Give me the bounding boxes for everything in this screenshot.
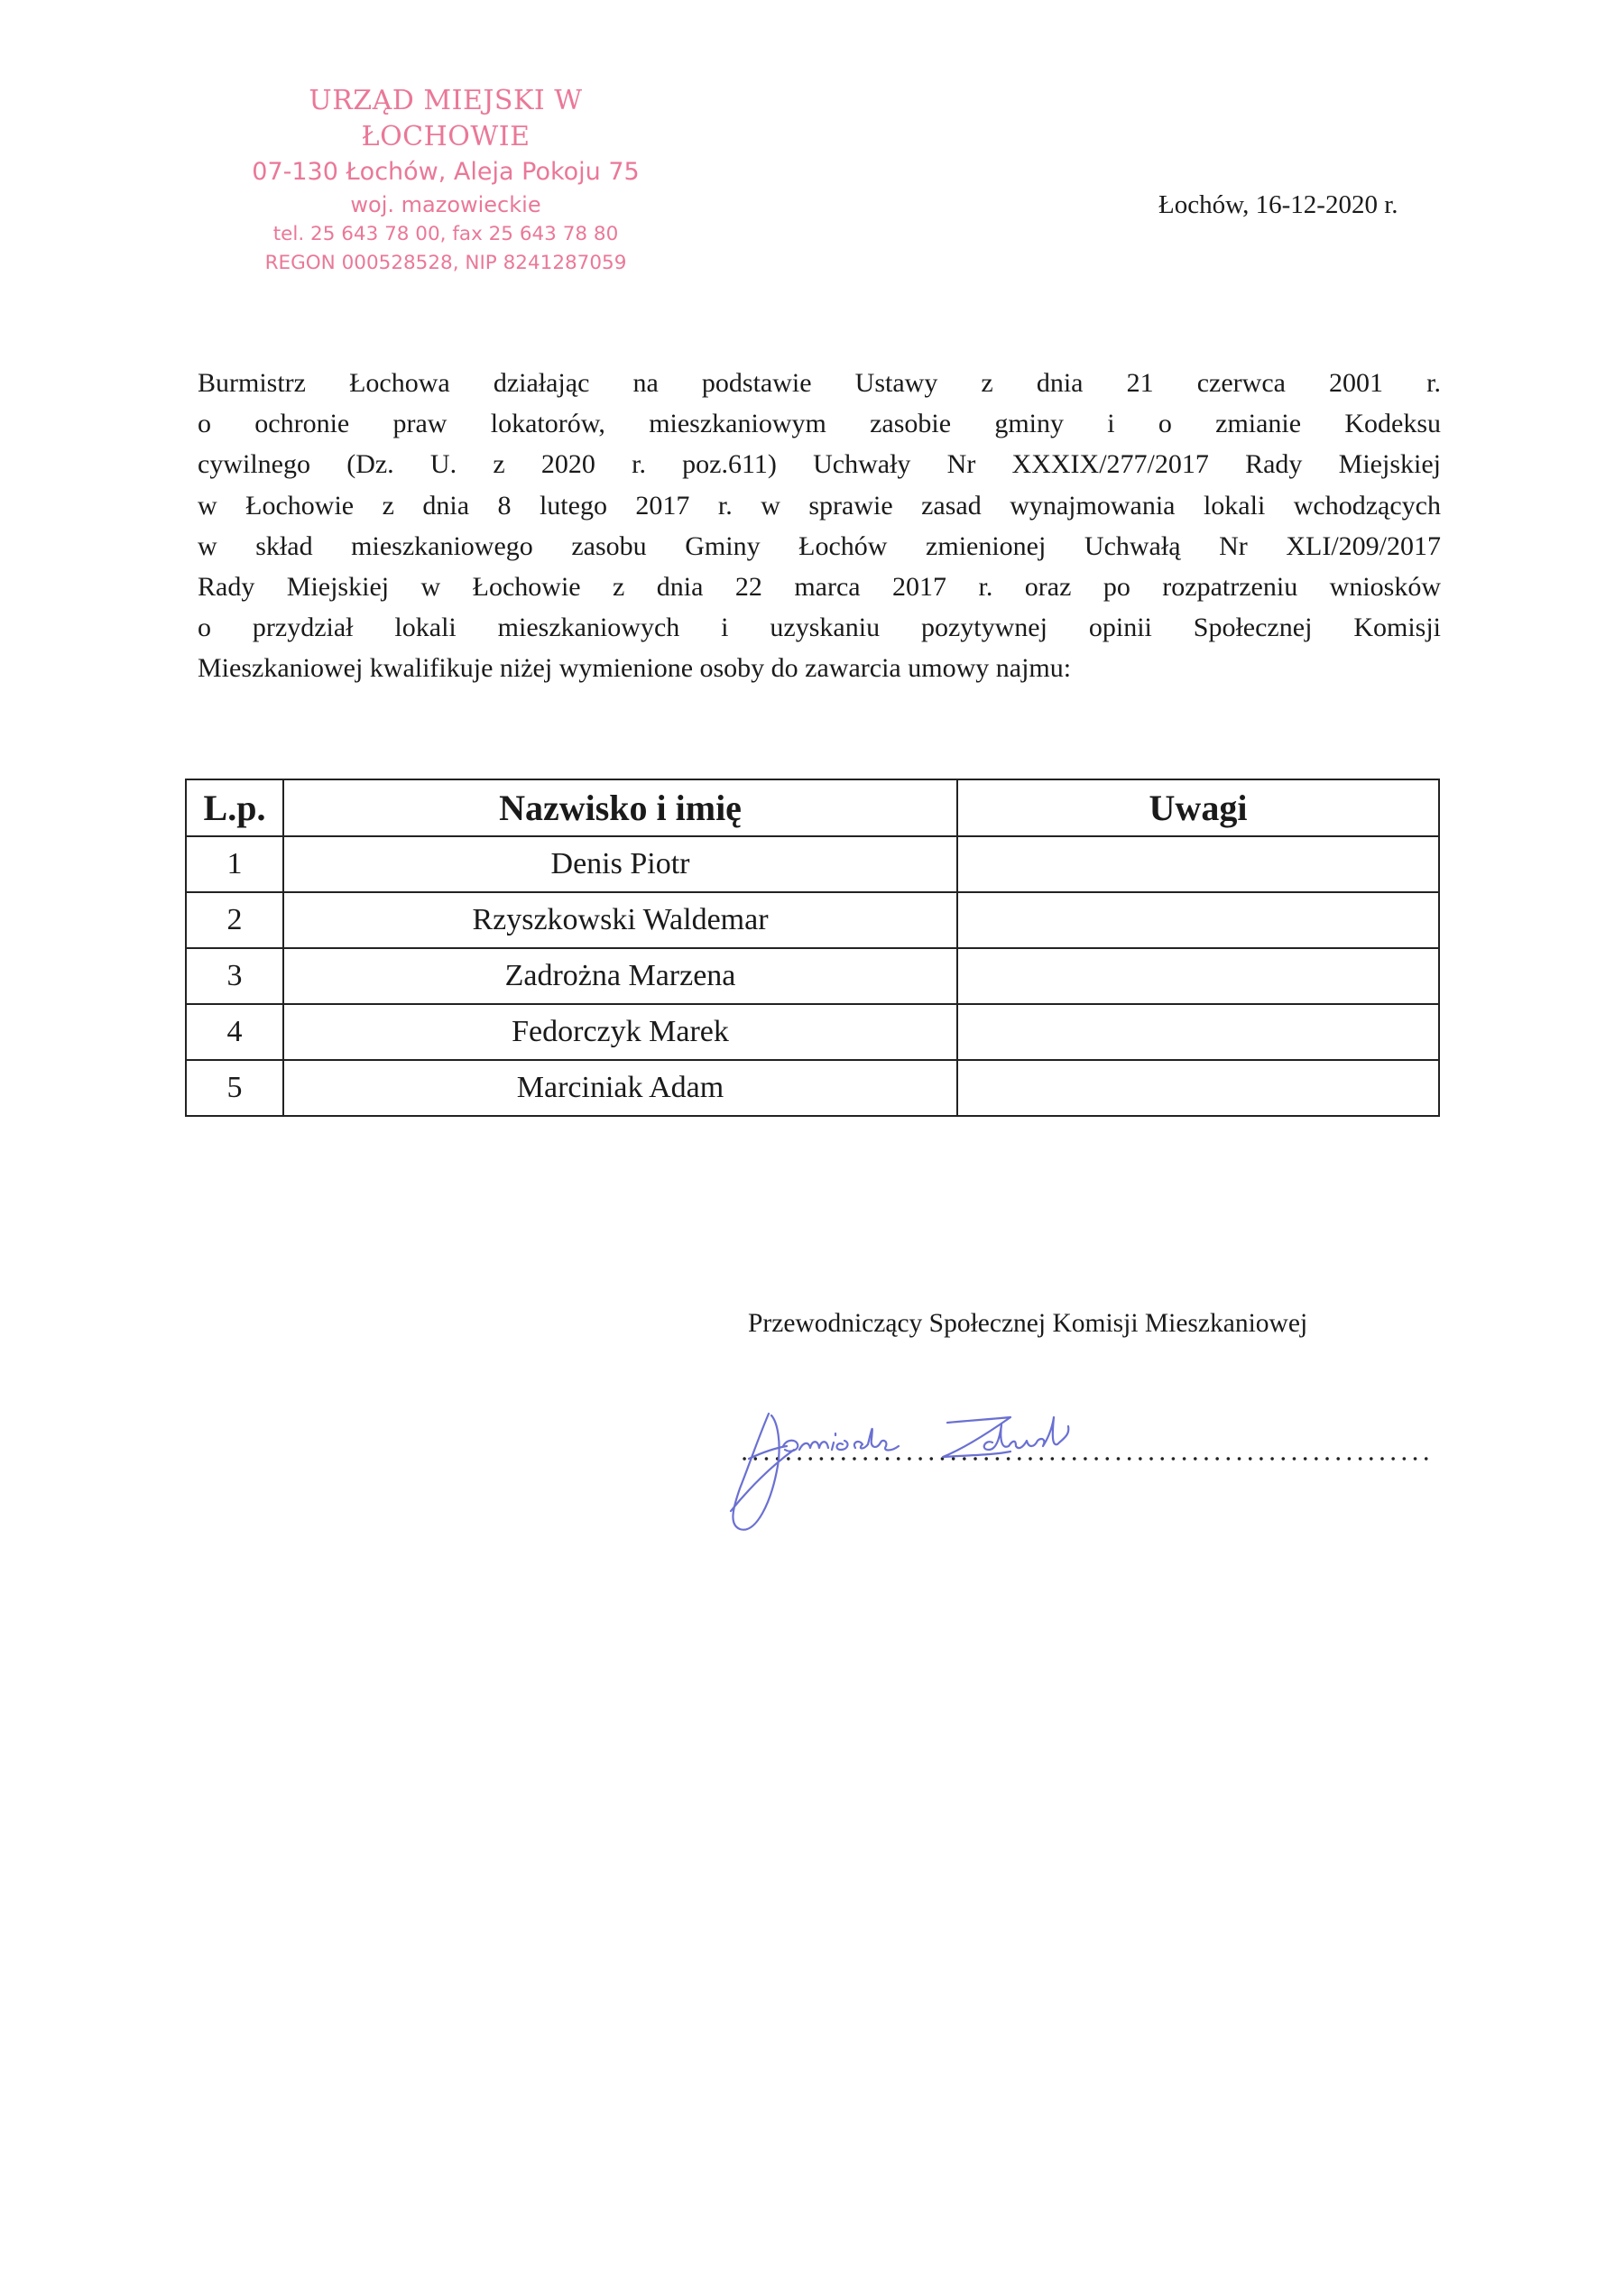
office-stamp xyxy=(222,83,669,278)
body-line: w skład mieszkaniowego zasobu Gminy Łochów zmienionej Uchwałą Nr XLI/209/2017 xyxy=(198,530,1441,561)
cell-name: Zadrożna Marzena xyxy=(283,948,957,1004)
cell-notes xyxy=(957,1060,1439,1116)
body-line: Mieszkaniowej kwalifikuje niżej wymienione osoby do zawarcia umowy najmu: xyxy=(198,653,1072,684)
signature-stroke xyxy=(731,1450,794,1511)
document-date: Łochów, 16-12-2020 r. xyxy=(1158,190,1398,219)
stamp-address: 07-130 Łochów, Aleja Pokoju 75 xyxy=(252,158,640,186)
table-row xyxy=(186,836,1439,892)
stamp-regon-nip: REGON 000528528, NIP 8241287059 xyxy=(264,252,627,274)
signature-stroke xyxy=(984,1417,1069,1450)
body-paragraph xyxy=(198,363,1441,689)
body-line: Rady Miejskiej w Łochowie z dnia 22 marca 2017 r. oraz po rozpatrzeniu wniosków xyxy=(198,572,1441,603)
column-header-name: Nazwisko i imię xyxy=(283,779,957,836)
cell-notes xyxy=(957,1004,1439,1060)
cell-name: Rzyszkowski Waldemar xyxy=(283,892,957,948)
tenant-table xyxy=(185,779,1440,1117)
body-line: w Łochowie z dnia 8 lutego 2017 r. w sprawie zasad wynajmowania lokali wchodzących xyxy=(198,490,1441,521)
handwritten-signature xyxy=(722,1403,1245,1538)
body-line: o ochronie praw lokatorów, mieszkaniowym zasobie gminy i o zmianie Kodeksu xyxy=(198,409,1441,439)
body-line: Burmistrz Łochowa działając na podstawie Ustawy z dnia 21 czerwca 2001 r. xyxy=(198,368,1441,398)
cell-lp: 5 xyxy=(186,1060,283,1116)
body-line: o przydział lokali mieszkaniowych i uzyskaniu pozytywnej opinii Społecznej Komisji xyxy=(198,613,1441,643)
signature-stroke xyxy=(783,1429,899,1452)
table-header-row xyxy=(186,779,1439,836)
cell-name: Denis Piotr xyxy=(283,836,957,892)
signatory-title: Przewodniczący Społecznej Komisji Mieszkaniowej xyxy=(748,1309,1308,1338)
table-row xyxy=(186,1004,1439,1060)
cell-lp: 3 xyxy=(186,948,283,1004)
cell-notes xyxy=(957,948,1439,1004)
cell-notes xyxy=(957,836,1439,892)
cell-lp: 4 xyxy=(186,1004,283,1060)
table-row xyxy=(186,948,1439,1004)
stamp-voivodeship: woj. mazowieckie xyxy=(350,192,541,217)
signature-stroke xyxy=(733,1414,779,1530)
body-line: cywilnego (Dz. U. z 2020 r. poz.611) Uchwały Nr XXXIX/277/2017 Rady Miejskiej xyxy=(198,449,1441,480)
table-row xyxy=(186,892,1439,948)
stamp-phone-fax: tel. 25 643 78 00, fax 25 643 78 80 xyxy=(272,223,619,245)
cell-name: Fedorczyk Marek xyxy=(283,1004,957,1060)
table-row xyxy=(186,1060,1439,1116)
column-header-lp: L.p. xyxy=(186,779,283,836)
cell-lp: 2 xyxy=(186,892,283,948)
cell-notes xyxy=(957,892,1439,948)
cell-name: Marciniak Adam xyxy=(283,1060,957,1116)
stamp-office-name: URZĄD MIEJSKI W ŁOCHOWIE xyxy=(309,85,583,152)
cell-lp: 1 xyxy=(186,836,283,892)
column-header-notes: Uwagi xyxy=(957,779,1439,836)
